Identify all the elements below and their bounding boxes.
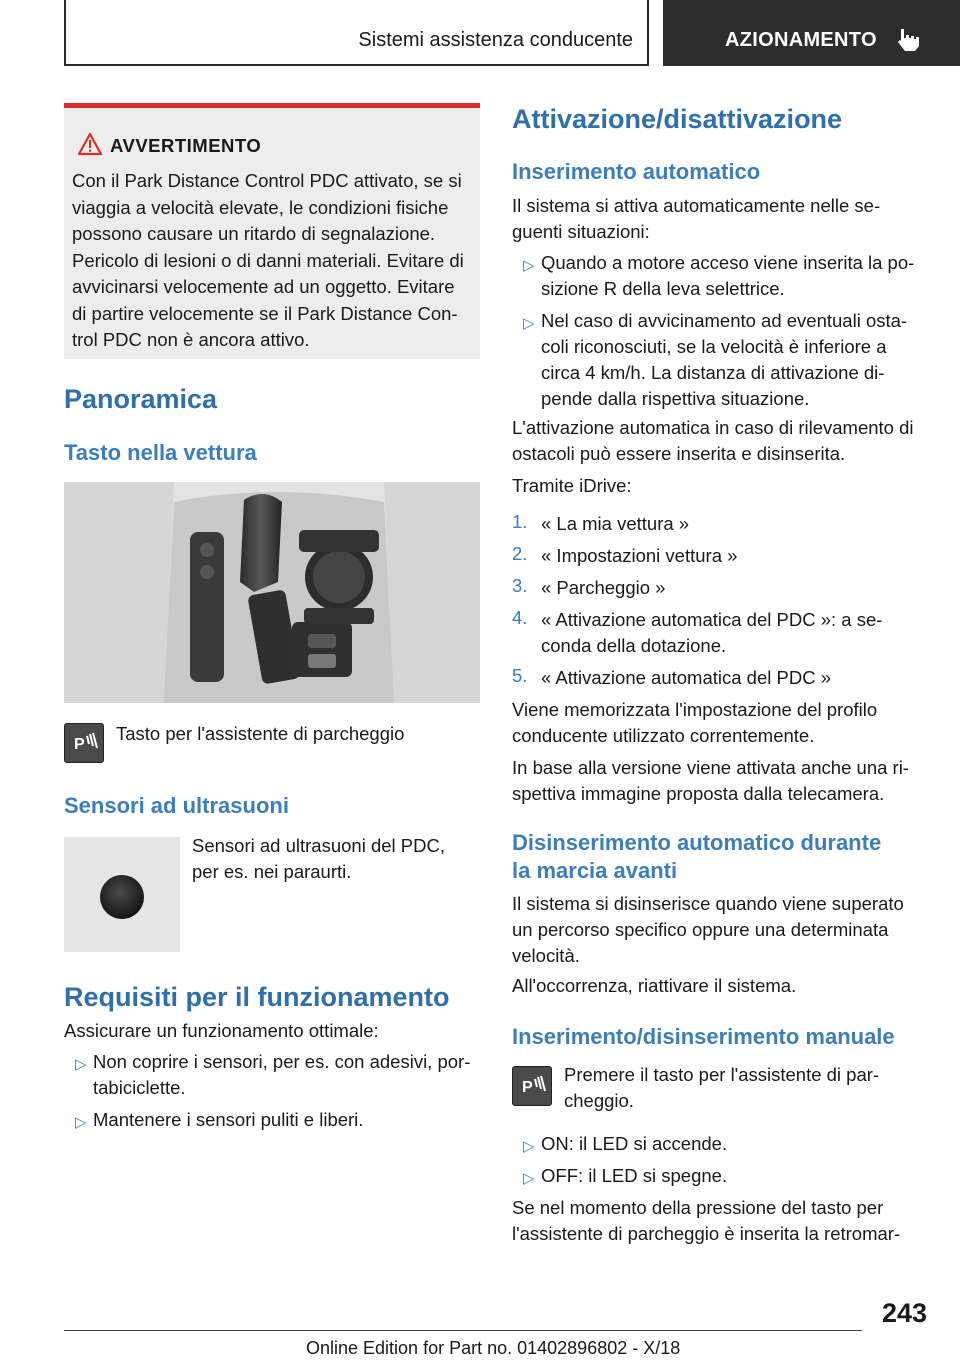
man-caption: Premere il tasto per l'assistente di par- cheggio. (564, 1064, 880, 1111)
auto-item-2: Nel caso di avvicinamento ad eventuali osta- coli riconosciuti, se la velocità è inferiore a circa 4 km/h. La distanza di attivazione di- pende dalla rispettiva situazione. (541, 310, 908, 409)
requisiti-item-2: Mantenere i sensori puliti e liberi. (93, 1109, 364, 1130)
heading-attivazione: Attivazione/disattivazione (512, 104, 843, 134)
warning-box (64, 103, 480, 359)
step-number: 3. (512, 575, 528, 596)
man-item-on: ON: il LED si accende. (541, 1133, 728, 1154)
bullet-triangle-icon: ▷ (523, 1170, 535, 1187)
bullet-triangle-icon: ▷ (523, 315, 535, 332)
step-5: « Attivazione automatica del PDC » (541, 667, 831, 688)
footer-divider (64, 1330, 862, 1331)
page-number: 243 (881, 1298, 927, 1328)
heading-disinserimento: Disinserimento automatico durante la marcia avanti (512, 830, 882, 883)
warning-title: AVVERTIMENTO (110, 135, 262, 156)
step-number: 4. (512, 607, 528, 628)
header-section-title: Sistemi assistenza conducente (358, 29, 633, 51)
tasto-caption: Tasto per l'assistente di parcheggio (116, 723, 405, 744)
svg-text:P: P (74, 736, 85, 753)
warning-triangle-icon (77, 132, 103, 156)
heading-sensori: Sensori ad ultrasuoni (64, 793, 289, 818)
header-chapter-box (663, 0, 960, 66)
dis-para: Il sistema si disinserisce quando viene superato un percorso specifico oppure una determinata velocità. (512, 893, 904, 966)
parking-assistant-button-icon (64, 723, 104, 763)
bullet-triangle-icon: ▷ (523, 257, 535, 274)
man-para: Se nel momento della pressione del tasto per l'assistente di parcheggio è inserita la retromar- (512, 1197, 901, 1244)
step-number: 5. (512, 665, 528, 686)
camera-para: In base alla versione viene attivata anche una ri- spettiva immagine proposta dalla telecamera. (512, 757, 909, 804)
auto-item-1: Quando a motore acceso viene inserita la po- sizione R della leva selettrice. (541, 252, 915, 299)
ultrasonic-sensor-image (64, 837, 180, 952)
heading-requisiti: Requisiti per il funzionamento (64, 982, 450, 1012)
step-4: « Attivazione automatica del PDC »: a se- conda della dotazione. (541, 609, 883, 656)
footer-edition: Online Edition for Part no. 01402896802 - X/18 (306, 1338, 681, 1358)
warning-text: Con il Park Distance Control PDC attivato, se si viaggia a velocità elevate, le condizioni fisiche possono causare un ritardo di segnalazione. Pericolo di lesioni o di danni materiali. Evitare di avvicinarsi velocemente ad un oggetto. Evitare di partire velocemente se il Park Distance Con- trol PDC non è ancora attivo. (72, 170, 464, 350)
bullet-triangle-icon: ▷ (523, 1138, 535, 1155)
header-section-box (64, 0, 649, 66)
heading-tasto: Tasto nella vettura (64, 440, 257, 465)
step-number: 2. (512, 543, 528, 564)
header-chapter-title: AZIONAMENTO (725, 29, 877, 51)
auto-para: L'attivazione automatica in caso di rilevamento di ostacoli può essere inserita e disinserita. (512, 417, 914, 464)
idrive-label: Tramite iDrive: (512, 475, 632, 496)
heading-panoramica: Panoramica (64, 384, 218, 414)
sensori-caption: Sensori ad ultrasuoni del PDC, per es. nei paraurti. (192, 835, 445, 882)
step-number: 1. (512, 511, 528, 532)
bullet-triangle-icon: ▷ (75, 1056, 87, 1073)
step-2: « Impostazioni vettura » (541, 545, 738, 566)
bullet-triangle-icon: ▷ (75, 1114, 87, 1131)
man-item-off: OFF: il LED si spegne. (541, 1165, 728, 1186)
step-1: « La mia vettura » (541, 513, 690, 534)
console-photo (64, 482, 480, 703)
heading-inserimento-automatico: Inserimento automatico (512, 159, 761, 184)
requisiti-item-1: Non coprire i sensori, per es. con adesivi, por- tabiciclette. (93, 1051, 471, 1098)
heading-manuale: Inserimento/disinserimento manuale (512, 1024, 895, 1049)
memo-para: Viene memorizzata l'impostazione del profilo conducente utilizzato correntemente. (512, 699, 878, 746)
requisiti-intro: Assicurare un funzionamento ottimale: (64, 1020, 379, 1041)
dis-reactivate: All'occorrenza, riattivare il sistema. (512, 975, 797, 996)
auto-intro: Il sistema si attiva automaticamente nelle se- guenti situazioni: (512, 195, 881, 242)
step-3: « Parcheggio » (541, 577, 666, 598)
pointing-hand-icon (895, 26, 921, 52)
svg-text:P: P (522, 1079, 533, 1096)
parking-assistant-button-icon (512, 1066, 552, 1106)
